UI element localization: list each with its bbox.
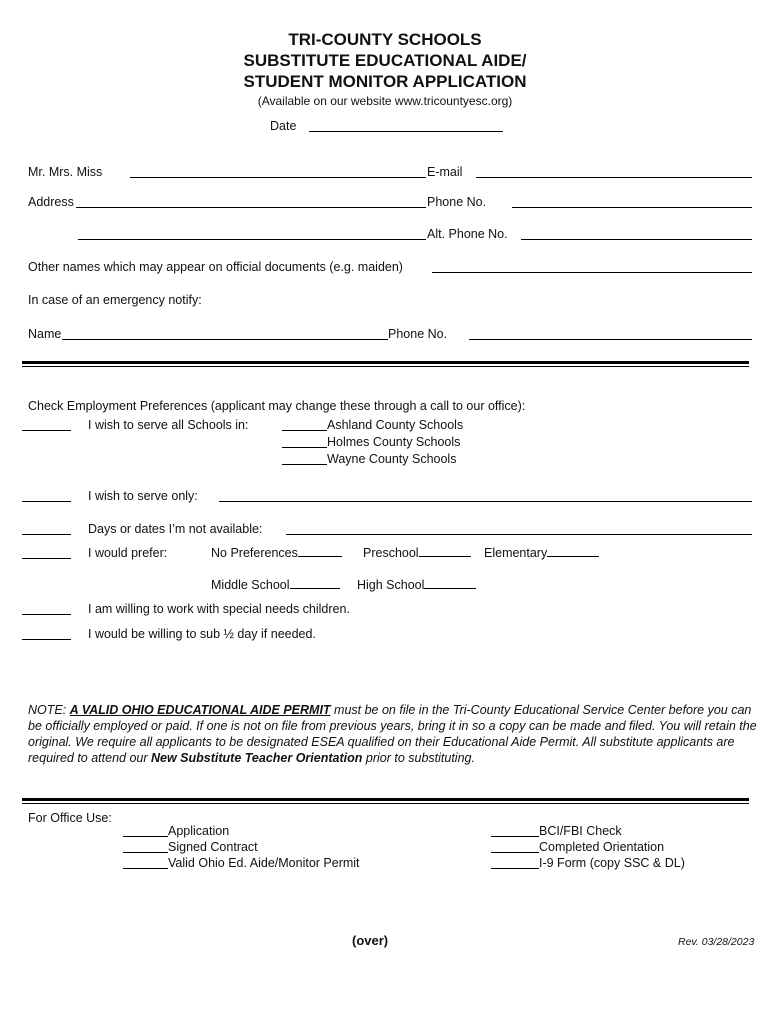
office-divider [22, 798, 749, 804]
orientation-emphasis: New Substitute Teacher Orientation [151, 751, 363, 765]
date-label: Date [270, 119, 297, 133]
wayne-label: Wayne County Schools [327, 452, 457, 466]
elementary-option[interactable]: Elementary [484, 546, 599, 560]
alt-phone-label: Alt. Phone No. [427, 227, 508, 241]
form-title-line2: SUBSTITUTE EDUCATIONAL AIDE/ [243, 51, 527, 70]
name-label: Mr. Mrs. Miss [28, 165, 103, 179]
permit-emphasis: A VALID OHIO EDUCATIONAL AIDE PERMIT [69, 703, 331, 717]
holmes-label: Holmes County Schools [327, 435, 461, 449]
revision-date: Rev. 03/28/2023 [678, 936, 755, 948]
office-use-label: For Office Use: [28, 811, 112, 825]
all-schools-check[interactable] [22, 430, 71, 431]
all-schools-label: I wish to serve all Schools in: [88, 418, 249, 432]
special-needs-label: I am willing to work with special needs children. [88, 602, 350, 616]
signed-contract-label: Signed Contract [168, 840, 258, 854]
address-field[interactable] [76, 207, 426, 208]
ashland-check[interactable] [282, 430, 327, 431]
alt-phone-field[interactable] [521, 239, 752, 240]
emergency-phone-field[interactable] [469, 339, 752, 340]
not-available-label: Days or dates I’m not available: [88, 522, 263, 536]
preschool-option[interactable]: Preschool [363, 546, 471, 560]
form-title-line3: STUDENT MONITOR APPLICATION [243, 72, 527, 91]
middle-school-option[interactable]: Middle School [211, 578, 340, 592]
permit-note: NOTE: A VALID OHIO EDUCATIONAL AIDE PERMIT must be on file in the Tri-County Educational Service Center before you can be officially employed or paid. If one is not on file from previous years, bring it in so a copy can be made and filed. You will retain the original. We require all applicants to be designated ESEA qualified on their Educational Aide Permit. All substitute applicants are required to attend our New Substitute Teacher Orientation prior to substituting. [28, 703, 757, 765]
half-day-label: I would be willing to sub ½ day if needed. [88, 627, 316, 641]
bci-check[interactable] [491, 836, 539, 837]
holmes-check[interactable] [282, 447, 327, 448]
other-names-label: Other names which may appear on official documents (e.g. maiden) [28, 260, 403, 274]
website-note: (Available on our website www.tricountyesc.org) [257, 94, 513, 108]
name-field[interactable] [130, 177, 426, 178]
orientation-check[interactable] [491, 852, 539, 853]
other-names-field[interactable] [432, 272, 752, 273]
phone-label: Phone No. [427, 195, 487, 209]
emergency-name-field[interactable] [62, 339, 388, 340]
wayne-check[interactable] [282, 464, 327, 465]
emergency-phone-label: Phone No. [388, 327, 448, 341]
high-school-option[interactable]: High School [357, 578, 476, 592]
application-check[interactable] [123, 836, 168, 837]
permit-check[interactable] [123, 868, 168, 869]
form-title-line1: TRI-COUNTY SCHOOLS [288, 30, 482, 49]
no-preferences-option[interactable]: No Preferences [211, 546, 342, 560]
application-label: Application [168, 824, 230, 838]
signed-contract-check[interactable] [123, 852, 168, 853]
not-available-field[interactable] [286, 534, 752, 535]
section-divider [22, 361, 749, 367]
permit-label: Valid Ohio Ed. Aide/Monitor Permit [168, 856, 360, 870]
not-available-check[interactable] [22, 534, 71, 535]
i9-label: I-9 Form (copy SSC & DL) [539, 856, 685, 870]
serve-only-field[interactable] [219, 501, 752, 502]
ashland-label: Ashland County Schools [327, 418, 464, 432]
bci-label: BCI/FBI Check [539, 824, 622, 838]
over-note: (over) [352, 933, 389, 948]
email-label: E-mail [427, 165, 463, 179]
serve-only-check[interactable] [22, 501, 71, 502]
emergency-label: In case of an emergency notify: [28, 293, 202, 307]
prefer-label: I would prefer: [88, 546, 168, 560]
special-needs-check[interactable] [22, 614, 71, 615]
preferences-heading: Check Employment Preferences (applicant may change these through a call to our office): [28, 399, 526, 413]
emergency-name-label: Name [28, 327, 62, 341]
prefer-check[interactable] [22, 558, 71, 559]
i9-check[interactable] [491, 868, 539, 869]
serve-only-label: I wish to serve only: [88, 489, 198, 503]
date-field[interactable] [309, 131, 503, 132]
half-day-check[interactable] [22, 639, 71, 640]
phone-field[interactable] [512, 207, 752, 208]
address-label: Address [28, 195, 74, 209]
orientation-label: Completed Orientation [539, 840, 665, 854]
email-field[interactable] [476, 177, 752, 178]
address-line2-field[interactable] [78, 239, 426, 240]
